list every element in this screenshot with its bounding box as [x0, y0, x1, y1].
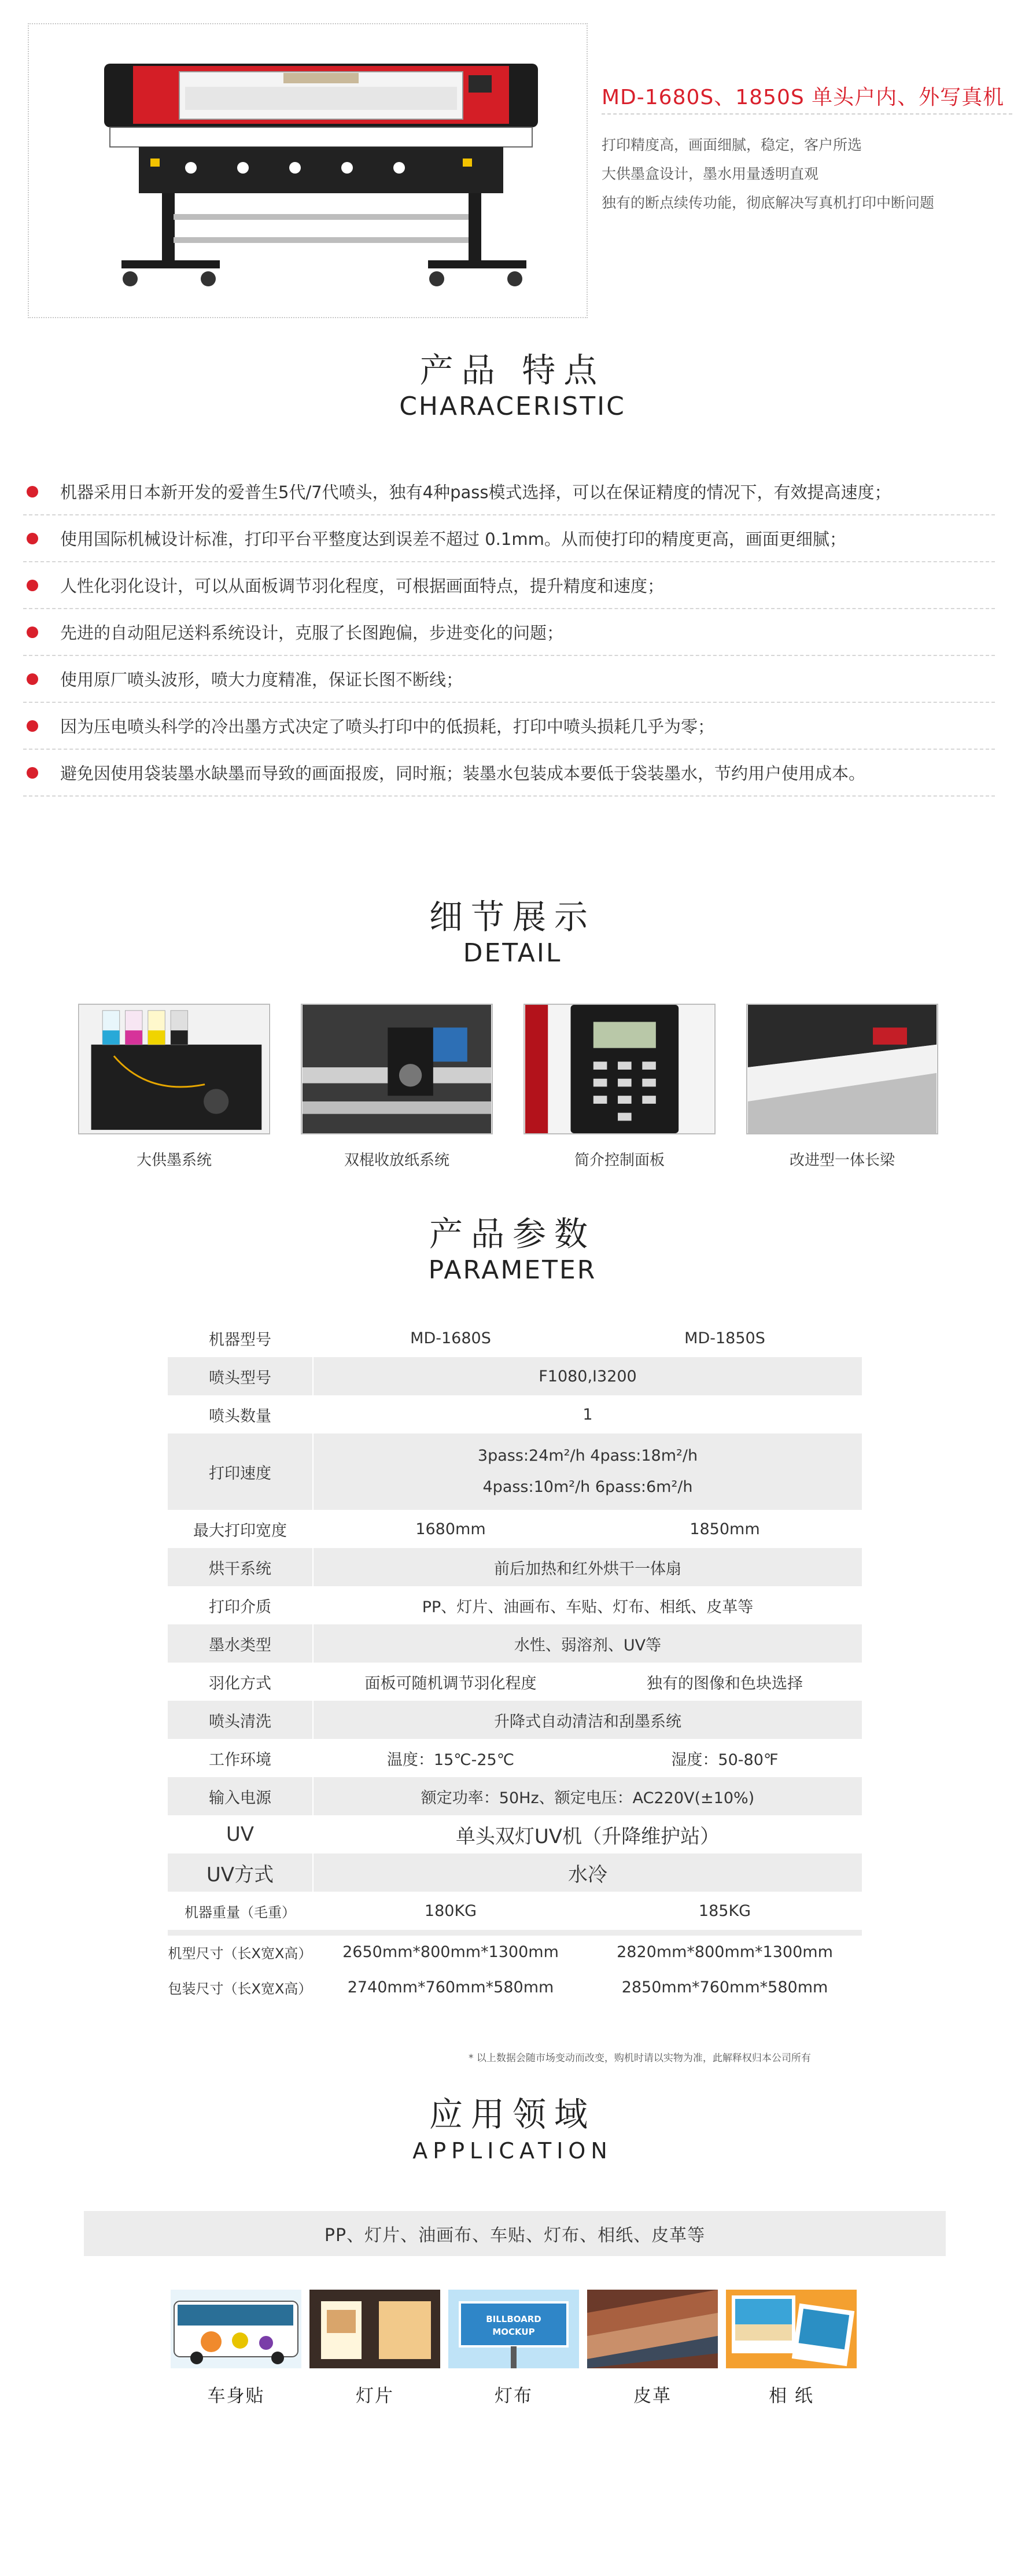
- bullet-dot-icon: [27, 533, 38, 544]
- param-row-uv-mode: UV方式 水冷: [168, 1853, 862, 1892]
- detail-heading-cn: 细节展示: [429, 897, 596, 937]
- param-row-dry: 烘干系统 前后加热和红外烘干一体扇: [168, 1548, 862, 1586]
- feature-item: 使用原厂喷头波形，喷大力度精准，保证长图不断线；: [23, 656, 995, 703]
- param-row-feather: 羽化方式 面板可随机调节羽化程度 独有的图像和色块选择: [168, 1663, 862, 1701]
- app-light-cloth: [448, 2290, 579, 2407]
- photo-paper-photo: [726, 2290, 857, 2368]
- features-list: [23, 469, 995, 797]
- control-panel-photo: [523, 1004, 716, 1134]
- feature-item: 人性化羽化设计，可以从面板调节羽化程度，可根据画面特点，提升精度和速度；: [23, 562, 995, 609]
- features-heading: [0, 350, 1025, 423]
- app-caption: 相 纸: [769, 2386, 814, 2407]
- hero-desc-line: 大供墨盒设计，墨水用量透明直观: [602, 165, 819, 182]
- hero-desc-line: 独有的断点续传功能，彻底解决写真机打印中断问题: [602, 194, 935, 211]
- app-heading: [0, 2094, 1025, 2167]
- param-row-width: 最大打印宽度 1680mm 1850mm: [168, 1510, 862, 1548]
- param-row-ink: 墨水类型 水性、弱溶剂、UV等: [168, 1624, 862, 1663]
- feature-item: 使用国际机械设计标准，打印平台平整度达到误差不超过 0.1mm。从而使打印的精度更高，画面更细腻；: [23, 515, 995, 562]
- param-row-head: 喷头型号 F1080,I3200: [168, 1357, 862, 1395]
- svg-text:MOCKUP: MOCKUP: [492, 2327, 535, 2337]
- features-heading-en: CHARACERISTIC: [399, 392, 626, 421]
- param-row-head-count: 喷头数量 1: [168, 1395, 862, 1433]
- feature-item: 机器采用日本新开发的爱普生5代/7代喷头，独有4种pass模式选择，可以在保证精度的情况下，有效提高速度；: [23, 469, 995, 515]
- app-vehicle-sticker: [171, 2290, 301, 2407]
- detail-beam: [746, 1004, 938, 1170]
- param-row-speed: 打印速度 3pass:24m²/h 4pass:18m²/h 4pass:10m²/h 6pass:6m²/h: [168, 1433, 862, 1510]
- detail-control-panel: [523, 1004, 716, 1170]
- param-row-power: 输入电源 额定功率：50Hz、额定电压：AC220V(±10%): [168, 1777, 862, 1815]
- app-light-film: [309, 2290, 440, 2407]
- bullet-dot-icon: [27, 767, 38, 779]
- detail-caption: 双棍收放纸系统: [344, 1152, 449, 1169]
- hero-divider: [602, 113, 1012, 115]
- feature-item: 因为压电喷头科学的冷出墨方式决定了喷头打印中的低损耗，打印中喷头损耗几乎为零；: [23, 703, 995, 750]
- leather-photo: [587, 2290, 718, 2368]
- hero-title: MD-1680S、1850S 单头户内、外写真机: [602, 86, 1005, 109]
- bullet-dot-icon: [27, 673, 38, 685]
- param-heading-en: PARAMETER: [428, 1255, 597, 1285]
- detail-caption: 简介控制面板: [574, 1152, 665, 1169]
- detail-roll-system: [301, 1004, 493, 1170]
- param-row-clean: 喷头清洗 升降式自动清洁和刮墨系统: [168, 1701, 862, 1739]
- bus-wrap-photo: [171, 2290, 301, 2368]
- param-row-uv: UV 单头双灯UV机（升降维护站）: [168, 1815, 862, 1853]
- app-caption: 灯片: [356, 2386, 394, 2407]
- hero-description: [602, 131, 934, 218]
- ink-supply-photo: [78, 1004, 270, 1134]
- param-heading: [0, 1214, 1025, 1287]
- detail-caption: 大供墨系统: [136, 1152, 212, 1169]
- application-media-bar: PP、灯片、油画布、车贴、灯布、相纸、皮革等: [84, 2211, 946, 2256]
- printer-illustration: [98, 52, 544, 295]
- feature-item: 避免因使用袋装墨水缺墨而导致的画面报废，同时瓶；装墨水包装成本要低于袋装墨水，节约用户使用成本。: [23, 750, 995, 797]
- param-row-model: 机器型号 MD-1680S MD-1850S: [168, 1319, 862, 1357]
- app-leather: [587, 2290, 718, 2407]
- hero-desc-line: 打印精度高，画面细腻，稳定，客户所选: [602, 137, 862, 153]
- app-heading-cn: 应用领域: [429, 2095, 596, 2134]
- parameter-table: [168, 1319, 862, 2006]
- detail-ink-system: [78, 1004, 270, 1170]
- bullet-dot-icon: [27, 580, 38, 591]
- app-photo-paper: [726, 2290, 857, 2407]
- detail-heading-en: DETAIL: [463, 938, 562, 968]
- app-caption: 皮革: [633, 2386, 672, 2407]
- param-row-media: 打印介质 PP、灯片、油画布、车贴、灯布、相纸、皮革等: [168, 1586, 862, 1624]
- app-caption: 车身贴: [207, 2386, 265, 2407]
- roll-system-photo: [301, 1004, 493, 1134]
- app-heading-en: APPLICATION: [412, 2138, 613, 2164]
- bullet-dot-icon: [27, 486, 38, 497]
- detail-heading: [0, 897, 1025, 970]
- app-caption: 灯布: [495, 2386, 533, 2407]
- param-row-weight: 机器重量（毛重） 180KG 185KG: [168, 1892, 862, 1930]
- beam-photo: [746, 1004, 938, 1134]
- detail-caption: 改进型一体长梁: [789, 1152, 895, 1169]
- param-footnote: * 以上数据会随市场变动而改变，购机时请以实物为准，此解释权归本公司所有: [469, 2052, 811, 2064]
- light-film-photo: [309, 2290, 440, 2368]
- bullet-dot-icon: [27, 720, 38, 732]
- billboard-photo: [448, 2290, 579, 2368]
- printer-logo-plate: [283, 73, 359, 83]
- param-row-size: 机型尺寸（长X宽X高） 2650mm*800mm*1300mm 2820mm*800mm*1300mm: [168, 1930, 862, 1968]
- param-heading-cn: 产品参数: [429, 1214, 596, 1254]
- param-row-pack: 包装尺寸（长X宽X高） 2740mm*760mm*580mm 2850mm*760mm*580mm: [168, 1968, 862, 2006]
- bullet-dot-icon: [27, 627, 38, 638]
- billboard-text: BILLBOARD: [486, 2314, 541, 2324]
- features-heading-cn: 产品 特点: [419, 351, 606, 390]
- param-row-env: 工作环境 温度：15℃-25℃ 湿度：50-80℉: [168, 1739, 862, 1777]
- hero-section: [23, 17, 1006, 318]
- feature-item: 先进的自动阻尼送料系统设计，克服了长图跑偏，步进变化的问题；: [23, 609, 995, 656]
